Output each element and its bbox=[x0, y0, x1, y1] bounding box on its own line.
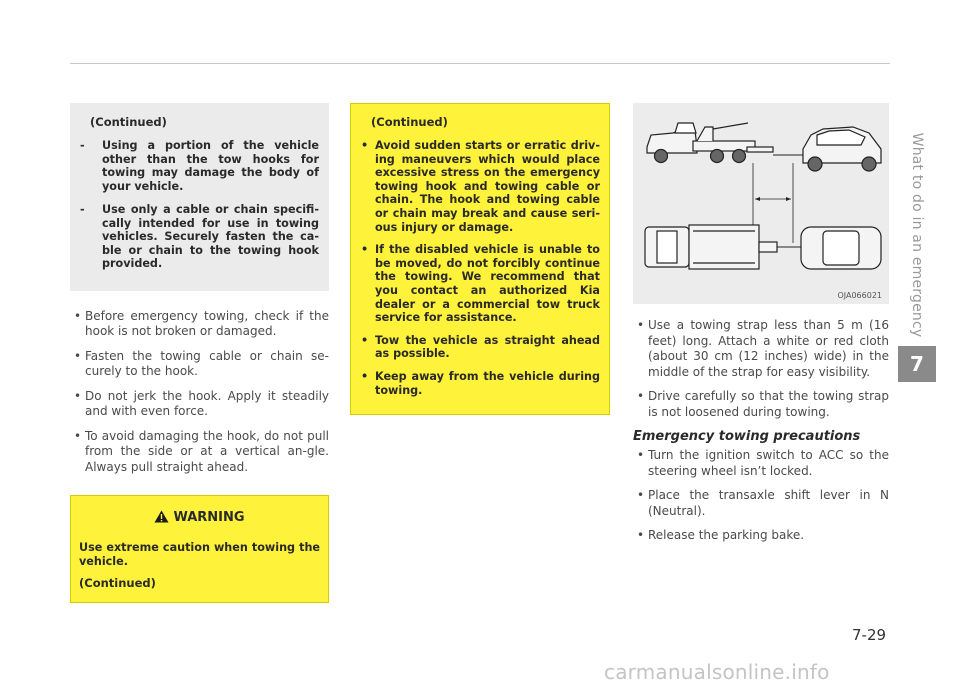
towed-car-side bbox=[803, 127, 881, 171]
list-item-text: Use a towing strap less than 5 m (16 feet) long. Attach a white or red cloth (about 30 cm (12 inches) wide) in the middle of the strap for easy visibility. bbox=[648, 318, 889, 379]
bullet-marker: • bbox=[637, 488, 645, 502]
warning-text: Use extreme caution when towing the vehicle. bbox=[79, 541, 320, 568]
note-item bbox=[80, 139, 319, 193]
warning-box-title: (Continued) bbox=[371, 115, 448, 129]
chapter-tab: 7 bbox=[898, 346, 936, 382]
warning-box bbox=[70, 495, 329, 603]
list-item bbox=[633, 528, 889, 544]
strap-instructions bbox=[633, 318, 889, 420]
list-item-text: Release the parking bake. bbox=[648, 528, 805, 542]
tow-truck-side bbox=[647, 123, 773, 163]
list-item-text: Do not jerk the hook. Apply it steadily and with even force. bbox=[85, 388, 329, 418]
list-item-text: Drive carefully so that the towing strap is not loosened during towing. bbox=[648, 389, 889, 419]
warning-item bbox=[361, 370, 600, 397]
list-item-text: Turn the ignition switch to ACC so the steering wheel isn’t locked. bbox=[648, 448, 889, 478]
warning-heading bbox=[79, 510, 320, 525]
bullet-marker: • bbox=[637, 448, 645, 462]
warning-title: WARNING bbox=[173, 510, 245, 525]
warning-item-text: Keep away from the vehicle during towing. bbox=[375, 369, 600, 397]
warning-item bbox=[361, 139, 600, 234]
chapter-side-title bbox=[906, 130, 928, 340]
bullet-marker: • bbox=[74, 348, 82, 363]
list-item bbox=[70, 309, 329, 340]
list-item-text: Before emergency towing, check if the hook is not broken or damaged. bbox=[85, 308, 329, 338]
note-item-text: Using a portion of the vehicle other than the tow hooks for towing may damage the body of your vehicle. bbox=[102, 139, 319, 193]
watermark: carmanualsonline.info bbox=[604, 660, 830, 684]
dash-marker: - bbox=[80, 203, 85, 216]
dot-marker: • bbox=[361, 369, 369, 383]
page-number: 7-29 bbox=[852, 626, 887, 644]
warning-triangle-icon bbox=[154, 510, 169, 523]
list-item bbox=[633, 389, 889, 420]
section-title: Emergency towing precautions bbox=[633, 429, 861, 444]
warning-item-text: If the disabled vehicle is unable to be moved, do not forcibly continue the towing. We recommend that you contact an authorized Kia dealer or a commercial tow truck service for assistance. bbox=[375, 243, 600, 325]
note-box-title: (Continued) bbox=[90, 115, 167, 129]
warning-continued-box bbox=[350, 103, 610, 415]
list-item bbox=[70, 389, 329, 420]
bullet-marker: • bbox=[637, 389, 645, 403]
list-item bbox=[633, 488, 889, 519]
middle-column bbox=[350, 103, 610, 415]
list-item-text: Place the transaxle shift lever in N (Neutral). bbox=[648, 488, 889, 518]
note-item bbox=[80, 203, 319, 271]
warning-item-text: Tow the vehicle as straight ahead as possible. bbox=[375, 333, 600, 361]
dot-marker: • bbox=[361, 333, 369, 347]
figure-code: OJA066021 bbox=[837, 291, 882, 300]
chapter-title: What to do in an emergency bbox=[909, 132, 925, 338]
precautions-list bbox=[633, 448, 889, 544]
bullet-marker: • bbox=[74, 428, 82, 443]
list-item bbox=[633, 318, 889, 380]
note-item-text: Use only a cable or chain specifi-cally intended for use in towing vehicles. Securely fasten the ca-ble or chain to the towing hook provided. bbox=[102, 203, 319, 270]
warning-item bbox=[361, 243, 600, 325]
warning-item bbox=[361, 334, 600, 361]
top-rule bbox=[70, 63, 890, 64]
continued-note-box bbox=[70, 103, 329, 291]
bullet-marker: • bbox=[74, 308, 82, 323]
dot-marker: • bbox=[361, 139, 369, 152]
list-item-text: To avoid damaging the hook, do not pull from the side or at a vertical an-gle. Always pull straight ahead. bbox=[85, 428, 329, 474]
warning-item-text: Avoid sudden starts or erratic driv-ing maneuvers which would place excessive stress on the emergency towing hook and towing cable or chain. The hook and towing cable or chain may break and cause seri-ous injury or damage. bbox=[375, 139, 600, 234]
list-item bbox=[633, 448, 889, 479]
bullet-marker: • bbox=[74, 388, 82, 403]
bullet-marker: • bbox=[637, 318, 645, 332]
list-item bbox=[70, 429, 329, 476]
towing-diagram bbox=[633, 103, 889, 304]
dot-marker: • bbox=[361, 243, 369, 257]
towing-illustration bbox=[633, 103, 889, 304]
list-item-text: Fasten the towing cable or chain se-curely to the hook. bbox=[85, 348, 329, 378]
hook-checklist bbox=[70, 309, 329, 476]
list-item bbox=[70, 349, 329, 380]
left-column bbox=[70, 103, 329, 603]
dash-marker: - bbox=[80, 139, 85, 152]
warning-continued: (Continued) bbox=[79, 576, 156, 590]
tow-truck-top bbox=[645, 225, 777, 269]
right-column bbox=[633, 103, 889, 553]
bullet-marker: • bbox=[637, 528, 645, 542]
towed-car-top bbox=[801, 227, 881, 269]
